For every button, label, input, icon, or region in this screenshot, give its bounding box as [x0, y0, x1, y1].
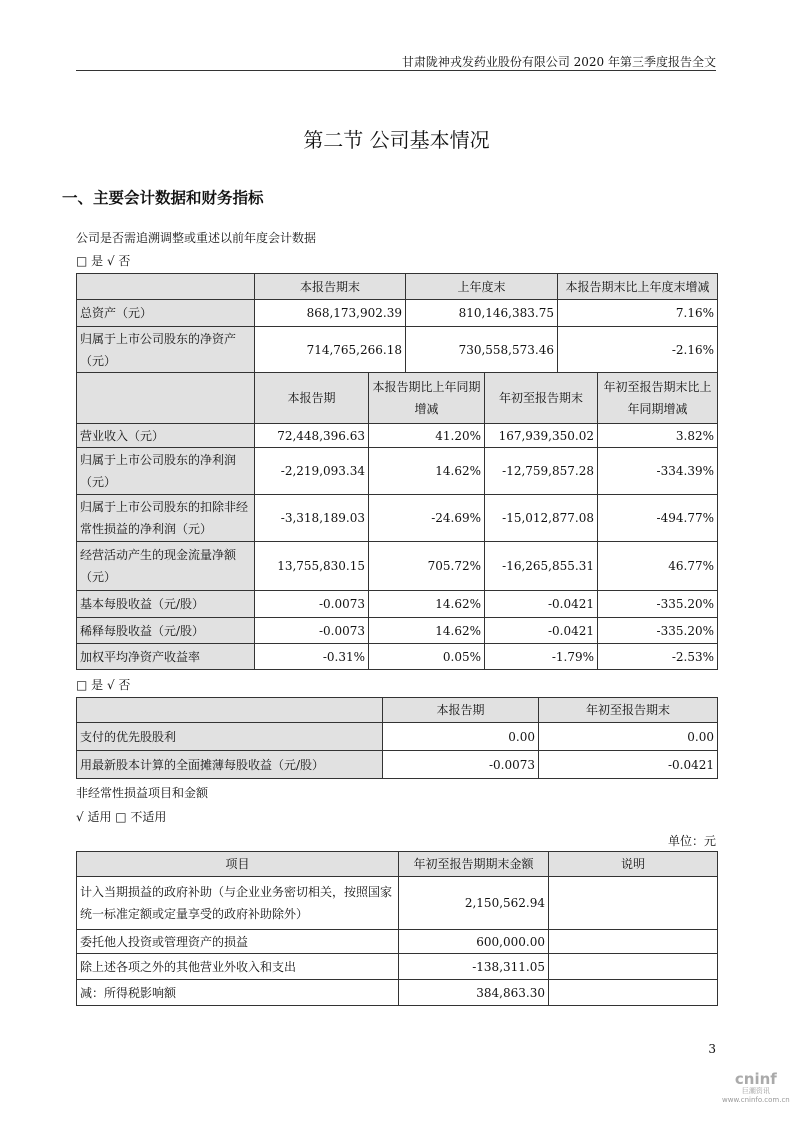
table-row — [77, 644, 718, 670]
unit-label: 单位：元 — [667, 834, 716, 848]
row-label: 归属于上市公司股东的净利润（元） — [77, 448, 255, 495]
preferred-answer: □ 是 √ 否 — [76, 678, 131, 692]
header-cell: 本报告期 — [383, 698, 539, 723]
table-row — [77, 327, 718, 373]
cell: -0.0073 — [255, 618, 369, 644]
header-cell: 上年度末 — [406, 274, 558, 300]
row-label: 归属于上市公司股东的扣除非经常性损益的净利润（元） — [77, 495, 255, 542]
cell: -0.0073 — [383, 751, 539, 779]
row-label: 稀释每股收益（元/股） — [77, 618, 255, 644]
logo-url: www.cninfo.com.cn — [722, 1096, 790, 1104]
table-row — [77, 424, 718, 448]
table-row — [77, 877, 718, 930]
cell: -2.16% — [558, 327, 718, 373]
running-header: 甘肃陇神戎发药业股份有限公司 2020 年第三季度报告全文 — [401, 55, 716, 69]
cell: 41.20% — [369, 424, 485, 448]
row-label: 归属于上市公司股东的净资产（元） — [77, 327, 255, 373]
cell: 72,448,396.63 — [255, 424, 369, 448]
cell: 0.00 — [383, 723, 539, 751]
table-header-row — [77, 698, 718, 723]
header-rule — [76, 70, 716, 71]
header-cell — [77, 698, 383, 723]
table-row — [77, 751, 718, 779]
header-cell: 本报告期末比上年度末增减 — [558, 274, 718, 300]
cell: -16,265,855.31 — [485, 542, 598, 591]
cell — [549, 954, 718, 980]
table-row — [77, 495, 718, 542]
cninfo-logo — [722, 1072, 790, 1105]
header-cell — [77, 274, 255, 300]
cell: -0.0421 — [539, 751, 718, 779]
cell: -0.31% — [255, 644, 369, 670]
cell: -494.77% — [598, 495, 718, 542]
nonrecurring-table — [76, 851, 718, 1006]
cell: -138,311.05 — [399, 954, 549, 980]
nonrecurring-title: 非经常性损益项目和金额 — [76, 786, 209, 800]
cell: 46.77% — [598, 542, 718, 591]
cell: 14.62% — [369, 618, 485, 644]
table-row — [77, 448, 718, 495]
row-label: 基本每股收益（元/股） — [77, 591, 255, 618]
header-cell: 项目 — [77, 852, 399, 877]
row-label: 支付的优先股股利 — [77, 723, 383, 751]
row-label: 加权平均净资产收益率 — [77, 644, 255, 670]
cell: 384,863.30 — [399, 980, 549, 1006]
row-label: 经营活动产生的现金流量净额（元） — [77, 542, 255, 591]
table-header-row — [77, 852, 718, 877]
cell: -12,759,857.28 — [485, 448, 598, 495]
header-cell: 年初至报告期期末金额 — [399, 852, 549, 877]
cell: 7.16% — [558, 300, 718, 327]
page-title: 第二节 公司基本情况 — [303, 128, 490, 152]
cell: -1.79% — [485, 644, 598, 670]
cell: -15,012,877.08 — [485, 495, 598, 542]
cell: -335.20% — [598, 618, 718, 644]
financial-table-bottom — [76, 372, 718, 670]
table-row — [77, 723, 718, 751]
table-header-row — [77, 373, 718, 424]
eps-table — [76, 697, 718, 779]
row-label: 委托他人投资或管理资产的损益 — [77, 930, 399, 954]
cell: 3.82% — [598, 424, 718, 448]
table-row — [77, 542, 718, 591]
cell: -3,318,189.03 — [255, 495, 369, 542]
cell: -335.20% — [598, 591, 718, 618]
logo-cn: 巨潮资讯 — [741, 1087, 770, 1095]
cell: 167,939,350.02 — [485, 424, 598, 448]
cell: 13,755,830.15 — [255, 542, 369, 591]
cell: -2.53% — [598, 644, 718, 670]
cell: 2,150,562.94 — [399, 877, 549, 930]
logo-brand: cninf — [734, 1070, 777, 1088]
retro-answer: □ 是 √ 否 — [76, 254, 131, 268]
table-row — [77, 954, 718, 980]
header-cell: 本报告期比上年同期增减 — [369, 373, 485, 424]
table-row — [77, 300, 718, 327]
cell: 14.62% — [369, 448, 485, 495]
table-header-row — [77, 274, 718, 300]
cell: -0.0073 — [255, 591, 369, 618]
header-cell — [77, 373, 255, 424]
cell: 810,146,383.75 — [406, 300, 558, 327]
cell: -24.69% — [369, 495, 485, 542]
header-cell: 说明 — [549, 852, 718, 877]
retro-question: 公司是否需追溯调整或重述以前年度会计数据 — [76, 231, 317, 245]
table-row — [77, 618, 718, 644]
row-label: 用最新股本计算的全面摊薄每股收益（元/股） — [77, 751, 383, 779]
header-cell: 年初至报告期末 — [485, 373, 598, 424]
section-heading: 一、主要会计数据和财务指标 — [62, 189, 264, 207]
cell: 14.62% — [369, 591, 485, 618]
header-cell: 年初至报告期末 — [539, 698, 718, 723]
cell: -334.39% — [598, 448, 718, 495]
row-label: 减：所得税影响额 — [77, 980, 399, 1006]
table-row — [77, 930, 718, 954]
cell: -0.0421 — [485, 591, 598, 618]
cell — [549, 930, 718, 954]
header-cell: 本报告期末 — [255, 274, 406, 300]
cell: 600,000.00 — [399, 930, 549, 954]
cell: -2,219,093.34 — [255, 448, 369, 495]
cell: -0.0421 — [485, 618, 598, 644]
cell: 705.72% — [369, 542, 485, 591]
table-row — [77, 980, 718, 1006]
row-label: 总资产（元） — [77, 300, 255, 327]
cell: 730,558,573.46 — [406, 327, 558, 373]
nonrecurring-answer: √ 适用 □ 不适用 — [76, 810, 167, 824]
cell: 714,765,266.18 — [255, 327, 406, 373]
row-label: 计入当期损益的政府补助（与企业业务密切相关，按照国家统一标准定额或定量享受的政府补助除外） — [77, 877, 399, 930]
row-label: 营业收入（元） — [77, 424, 255, 448]
cell: 0.05% — [369, 644, 485, 670]
page-number: 3 — [708, 1042, 716, 1056]
cell — [549, 877, 718, 930]
cell: 868,173,902.39 — [255, 300, 406, 327]
row-label: 除上述各项之外的其他营业外收入和支出 — [77, 954, 399, 980]
cell — [549, 980, 718, 1006]
cell: 0.00 — [539, 723, 718, 751]
financial-table-top — [76, 273, 718, 373]
header-cell: 年初至报告期末比上年同期增减 — [598, 373, 718, 424]
header-cell: 本报告期 — [255, 373, 369, 424]
table-row — [77, 591, 718, 618]
